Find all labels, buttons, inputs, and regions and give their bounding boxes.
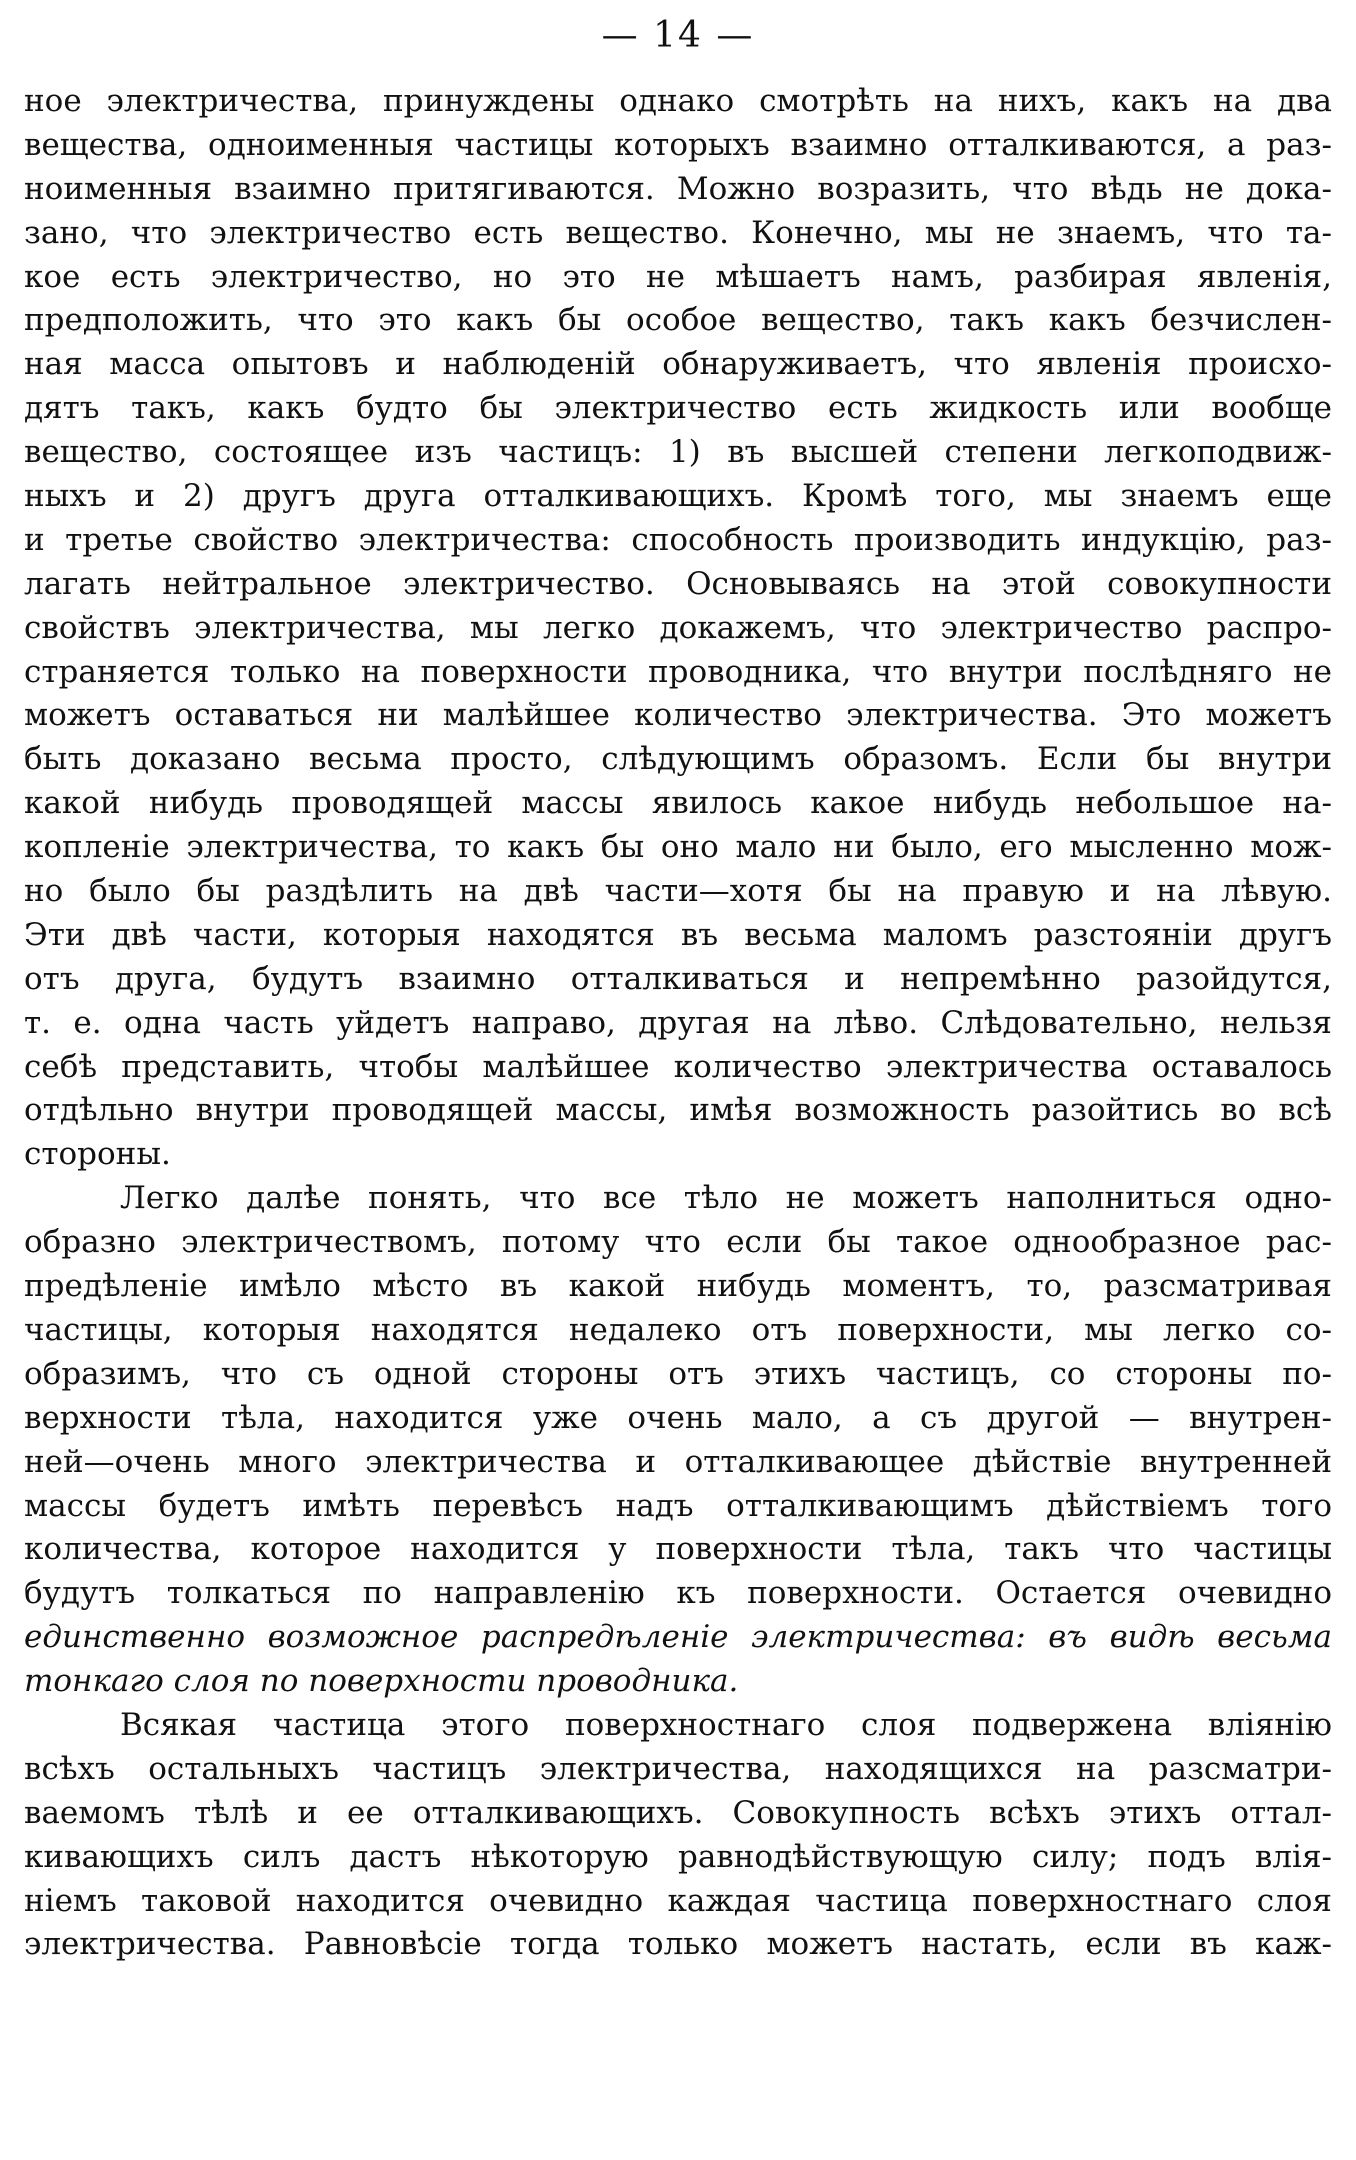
text-line: ваемомъ тѣлѣ и ее отталкивающихъ. Совокупность всѣхъ этихъ оттал-: [24, 1794, 1332, 1831]
text-line: всѣхъ остальныхъ частицъ электричества, находящихся на разсматри-: [24, 1750, 1332, 1787]
text-line: лагать нейтральное электричество. Основываясь на этой совокупности: [24, 565, 1332, 602]
text-line: кивающихъ силъ дастъ нѣкоторую равнодѣйствующую силу; подъ влія-: [24, 1838, 1332, 1875]
text-line: количества, которое находится у поверхности тѣла, такъ что частицы: [24, 1531, 1332, 1568]
text-line: страняется только на поверхности проводника, что внутри послѣдняго не: [24, 653, 1332, 690]
text-line: копленіе электричества, то какъ бы оно мало ни было, его мысленно мож-: [24, 829, 1332, 866]
text-line: единственно возможное распредѣленіе электричества: въ видѣ весьма: [24, 1619, 1332, 1656]
text-line: будутъ толкаться по направленію къ поверхности. Остается очевидно: [24, 1575, 1332, 1612]
text-line: и третье свойство электричества: способность производить индукцію, раз-: [24, 521, 1332, 558]
text-line: стороны.: [24, 1136, 171, 1173]
text-line: ніемъ таковой находится очевидно каждая частица поверхностнаго слоя: [24, 1882, 1332, 1919]
text-line: электричества. Равновѣсіе тогда только можетъ настать, если въ каж-: [24, 1926, 1332, 1963]
text-line: ней—очень много электричества и отталкивающее дѣйствіе внутренней: [24, 1443, 1332, 1480]
text-line: тонкаго слоя по поверхности проводника.: [24, 1663, 739, 1700]
text-line: частицы, которыя находятся недалеко отъ поверхности, мы легко со-: [24, 1311, 1332, 1348]
page-number: — 14 —: [601, 15, 755, 56]
text-line: образно электричествомъ, потому что если бы такое однообразное рас-: [24, 1224, 1332, 1261]
text-line: предположить, что это какъ бы особое вещество, такъ какъ безчислен-: [24, 302, 1332, 339]
text-line: зано, что электричество есть вещество. Конечно, мы не знаемъ, что та-: [24, 214, 1332, 251]
text-line: вещества, одноименныя частицы которыхъ взаимно отталкиваются, а раз-: [24, 126, 1332, 163]
text-line: т. е. одна часть уйдетъ направо, другая на лѣво. Слѣдовательно, нельзя: [24, 1004, 1332, 1041]
text-line: ная масса опытовъ и наблюденій обнаруживаетъ, что явленія происхо-: [24, 346, 1332, 383]
text-line: отдѣльно внутри проводящей массы, имѣя возможность разойтись во всѣ: [24, 1092, 1332, 1129]
text-line: можетъ оставаться ни малѣйшее количество электричества. Это можетъ: [24, 697, 1332, 734]
text-line: вещество, состоящее изъ частицъ: 1) въ высшей степени легкоподвиж-: [24, 434, 1332, 471]
text-line: какой нибудь проводящей массы явилось какое нибудь небольшое на-: [24, 785, 1332, 822]
text-line: дятъ такъ, какъ будто бы электричество есть жидкость или вообще: [24, 390, 1332, 427]
text-line: ное электричества, принуждены однако смотрѣть на нихъ, какъ на два: [24, 83, 1332, 119]
text-line: кое есть электричество, но это не мѣшаетъ намъ, разбирая явленія,: [24, 258, 1332, 295]
text-line: но было бы раздѣлить на двѣ части—хотя бы на правую и на лѣвую.: [24, 873, 1332, 910]
text-line: быть доказано весьма просто, слѣдующимъ образомъ. Если бы внутри: [24, 741, 1332, 778]
body-text: [24, 80, 1332, 1967]
text-line: предѣленіе имѣло мѣсто въ какой нибудь моментъ, то, разсматривая: [24, 1268, 1332, 1305]
text-line: ноименныя взаимно притягиваются. Можно возразить, что вѣдь не дока-: [24, 170, 1332, 207]
text-line: себѣ представить, чтобы малѣйшее количество электричества оставалось: [24, 1048, 1332, 1085]
text-line: Эти двѣ части, которыя находятся въ весьма маломъ разстояніи другъ: [24, 916, 1332, 953]
text-line: свойствъ электричества, мы легко докажемъ, что электричество распро-: [24, 609, 1332, 646]
text-line: Всякая частица этого поверхностнаго слоя подвержена вліянію: [120, 1706, 1332, 1743]
text-line: верхности тѣла, находится уже очень мало, а съ другой — внутрен-: [24, 1399, 1332, 1436]
text-line: отъ друга, будутъ взаимно отталкиваться и непремѣнно разойдутся,: [24, 960, 1332, 997]
text-line: Легко далѣе понять, что все тѣло не можетъ наполниться одно-: [120, 1180, 1332, 1217]
text-line: образимъ, что съ одной стороны отъ этихъ частицъ, со стороны по-: [24, 1355, 1332, 1392]
text-line: ныхъ и 2) другъ друга отталкивающихъ. Кромѣ того, мы знаемъ еще: [24, 478, 1332, 515]
text-line: массы будетъ имѣть перевѣсъ надъ отталкивающимъ дѣйствіемъ того: [24, 1487, 1332, 1524]
